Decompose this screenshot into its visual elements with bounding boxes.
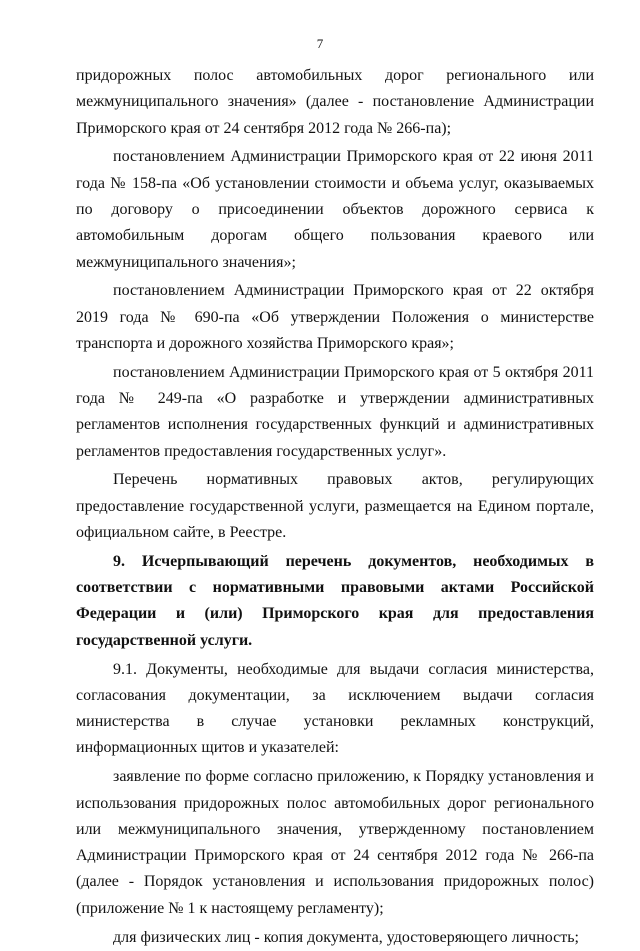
paragraph-decree-249: постановлением Администрации Приморского края от 5 октября 2011 года № 249-па «О разработке и утверждении административных регламентов исполнения государственных функций и административных регламентов предоставления государственных услуг». <box>76 363 594 460</box>
paragraph-application-form: заявление по форме согласно приложению, к Порядку установления и использования придорожных полос автомобильных дорог регионального или межмуниципального значения, утвержденному постановлением Администрации Приморского края от 24 сентября 2012 года № 266-па (далее - Порядок установления и использования придорожных полос) (приложение № 1 к настоящему регламенту); <box>76 768 594 917</box>
paragraph-acts-list-note: Перечень нормативных правовых актов, регулирующих предоставление государственной услуги, размещается на Едином портале, официальном сайте, в Реестре. <box>76 471 594 542</box>
section-heading-9: 9. Исчерпывающий перечень документов, необходимых в соответствии с нормативными правовыми актами Российской Федерации и (или) Приморского края для предоставления государственной услуги. <box>76 552 594 649</box>
paragraph-individuals-id: для физических лиц - копия документа, удостоверяющего личность; <box>113 928 579 946</box>
page-number: 7 <box>316 36 324 51</box>
paragraph-9-1: 9.1. Документы, необходимые для выдачи согласия министерства, согласования документации, за исключением выдачи согласия министерства в случае установки рекламных конструкций, информационных щитов и указателей: <box>76 660 594 757</box>
document-body <box>76 63 594 951</box>
paragraph-decree-158: постановлением Администрации Приморского края от 22 июня 2011 года № 158-па «Об установлении стоимости и объема услуг, оказываемых по договору о присоединении объектов дорожного сервиса к автомобильным дорогам общего пользования краевого или межмуниципального значения»; <box>76 148 594 271</box>
paragraph-decree-690: постановлением Администрации Приморского края от 22 октября 2019 года № 690-па «Об утверждении Положения о министерстве транспорта и дорожного хозяйства Приморского края»; <box>76 282 594 352</box>
paragraph-continuation: придорожных полос автомобильных дорог регионального или межмуниципального значения» (далее - постановление Администрации Приморского края от 24 сентября 2012 года № 266-па); <box>76 67 594 137</box>
